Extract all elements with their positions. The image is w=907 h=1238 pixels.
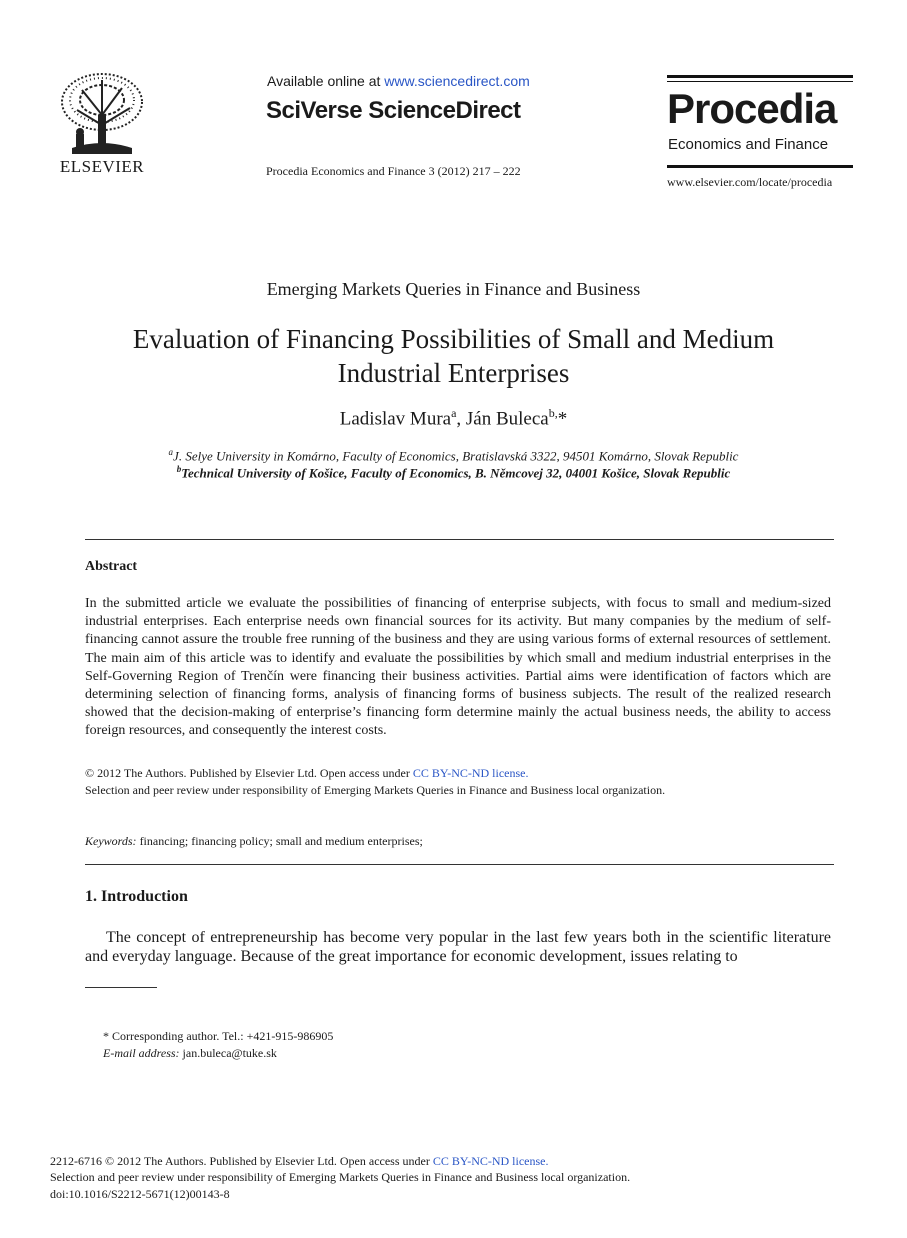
procedia-logo: Procedia: [667, 85, 837, 132]
introduction-paragraph: The concept of entrepreneurship has become very popular in the last few years both in the scientific literature and everyday language. Because of the great importance for economic development, issues relating to: [85, 929, 831, 965]
corresponding-author-note: * Corresponding author. Tel.: +421-915-986905: [103, 1029, 334, 1043]
abstract-top-rule: [85, 539, 834, 540]
author-line: [0, 406, 907, 430]
procedia-top-rule: [667, 75, 853, 78]
affiliation-a: [0, 447, 907, 464]
abstract-bottom-rule: [85, 864, 834, 865]
author-separator: ,: [456, 408, 466, 430]
procedia-url[interactable]: www.elsevier.com/locate/procedia: [667, 175, 833, 189]
conference-name: Emerging Markets Queries in Finance and Business: [266, 279, 641, 299]
affiliation-b-text: Technical University of Košice, Faculty of Economics, B. Němcovej 32, 04001 Košice, Slovak Republic: [181, 465, 731, 481]
email-label: E-mail address:: [103, 1046, 180, 1060]
affiliation-a-mark: a: [168, 447, 174, 457]
copyright-line: [85, 766, 529, 781]
email-note: [103, 1046, 277, 1061]
footer-license-link[interactable]: CC BY-NC-ND license.: [432, 1154, 549, 1168]
procedia-bottom-rule: [667, 165, 853, 168]
doi-line[interactable]: doi:10.1016/S2212-5671(12)00143-8: [50, 1187, 230, 1201]
peer-review-note: Selection and peer review under responsibility of Emerging Markets Queries in Finance and Business local organization.: [85, 783, 666, 797]
available-prefix: Available online at: [267, 73, 385, 89]
keywords-line: [85, 834, 423, 849]
corresponding-mark: *: [557, 408, 568, 430]
elsevier-wordmark: ELSEVIER: [59, 157, 145, 176]
sciverse-sciencedirect-logo: SciVerse ScienceDirect: [266, 97, 521, 124]
keywords-list: financing; financing policy; small and medium enterprises;: [136, 834, 423, 848]
available-online-line: [267, 73, 530, 89]
author-1: Ladislav Mura: [339, 408, 452, 430]
author-2: Ján Buleca: [465, 408, 549, 430]
footnote-rule: [85, 987, 157, 988]
procedia-top-thin-rule: [667, 81, 853, 82]
footer-peer-review-note: Selection and peer review under responsibility of Emerging Markets Queries in Finance and Business local organization.: [50, 1170, 631, 1184]
issn-copyright-text: 2212-6716 © 2012 The Authors. Published by Elsevier Ltd. Open access under: [50, 1154, 433, 1168]
license-link[interactable]: CC BY-NC-ND license.: [412, 766, 529, 780]
journal-reference: Procedia Economics and Finance 3 (2012) 217 – 222: [266, 164, 521, 178]
affiliation-b-mark: b: [176, 464, 182, 474]
copyright-text: © 2012 The Authors. Published by Elsevier Ltd. Open access under: [85, 766, 413, 780]
issn-copyright-line: [50, 1154, 549, 1169]
sciencedirect-link[interactable]: www.sciencedirect.com: [384, 73, 530, 89]
procedia-subtitle: Economics and Finance: [668, 136, 829, 153]
section-heading-introduction: 1. Introduction: [85, 888, 188, 905]
abstract-heading: Abstract: [85, 559, 138, 574]
affiliation-b: [0, 464, 907, 481]
paper-title: Evaluation of Financing Possibilities of Small and Medium Industrial Enterprises: [132, 324, 775, 388]
affiliation-a-text: J. Selye University in Komárno, Faculty of Economics, Bratislavská 3322, 94501 Komárno, Slovak Republic: [173, 448, 739, 464]
author-2-affil-mark: b,: [548, 406, 558, 420]
keywords-label: Keywords:: [85, 834, 137, 848]
author-1-affil-mark: a: [451, 406, 457, 420]
abstract-body: In the submitted article we evaluate the possibilities of financing of enterprise subjects, with focus to small and medium-sized industrial enterprises. Each enterprise needs own financial sources for its activity. But many companies by the medium of self-financing cannot assure the trouble free running of the business and they are using various forms of external resources of settlement. The main aim of this article was to identify and evaluate the possibilities by which small and medium industrial enterprises in the Self-Governing Region of Trenčín were financing their business activities. Partial aims were identification of factors which are determining selection of financing forms, analysis of financing forms of business subjects. The result of the realized research showed that the decision-making of enterprise’s financing form determine mainly the actual business needs, the ability to access foreign resources, and consequently the interest costs.: [85, 596, 831, 739]
email-address[interactable]: jan.buleca@tuke.sk: [179, 1046, 277, 1060]
